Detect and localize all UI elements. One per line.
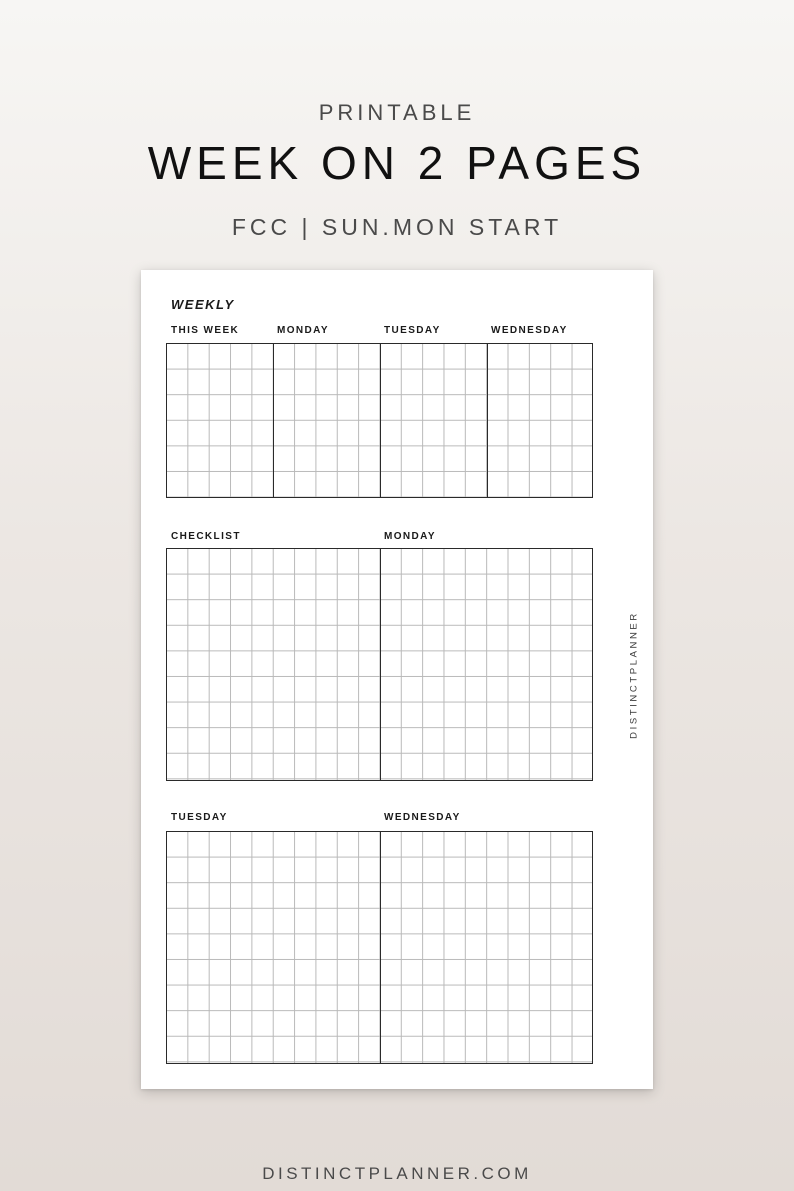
label-checklist: CHECKLIST [171, 531, 241, 542]
column-divider [380, 344, 381, 497]
header-kicker: PRINTABLE [318, 100, 476, 125]
header-headline: WEEK ON 2 PAGES [147, 137, 647, 189]
label-tuesday: TUESDAY [384, 325, 441, 336]
label-wednesday: WEDNESDAY [491, 325, 568, 336]
side-brand: DISTINCTPLANNER [628, 611, 640, 739]
grid-section-week [166, 343, 593, 498]
header-subtitle: FCC | SUN.MON START [231, 214, 563, 240]
column-divider [380, 832, 381, 1063]
column-divider [487, 344, 488, 497]
column-divider [273, 344, 274, 497]
label-wednesday-2: WEDNESDAY [384, 812, 461, 823]
column-divider [380, 549, 381, 780]
grid-section-midweek [166, 831, 593, 1064]
footer-website: DISTINCTPLANNER.COM [262, 1164, 532, 1183]
sheet-title: WEEKLY [171, 297, 235, 312]
planner-page [141, 270, 653, 1089]
label-tuesday-2: TUESDAY [171, 812, 228, 823]
label-this-week: THIS WEEK [171, 325, 240, 336]
label-monday-2: MONDAY [384, 531, 436, 542]
grid-section-checklist [166, 548, 593, 781]
label-monday: MONDAY [277, 325, 329, 336]
